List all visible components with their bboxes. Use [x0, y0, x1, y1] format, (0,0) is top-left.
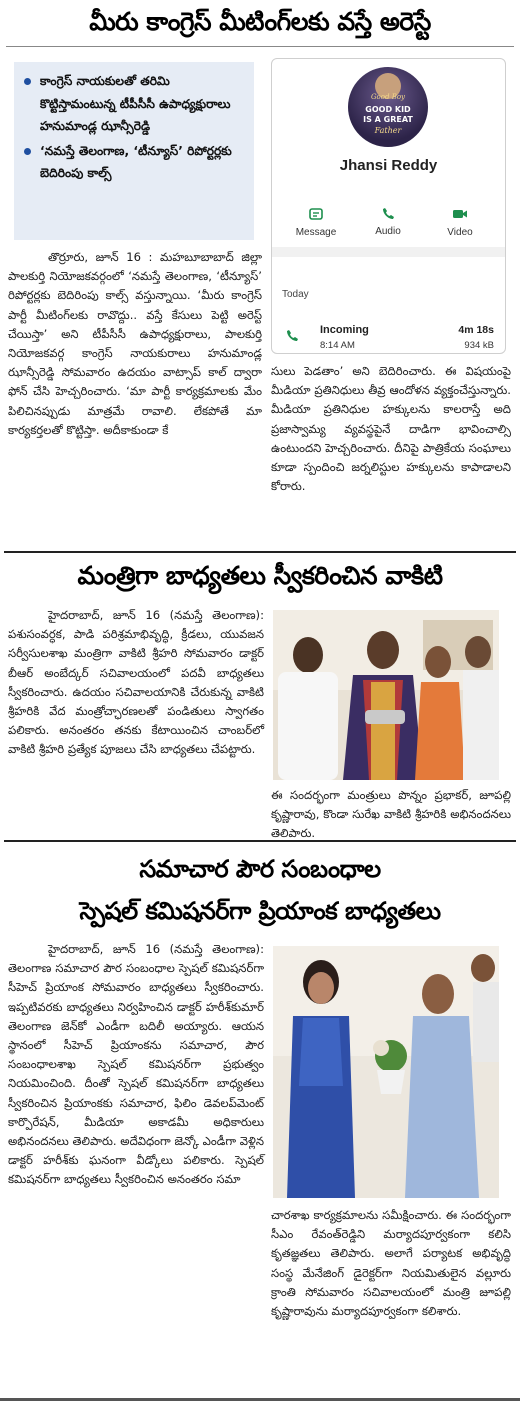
article1-body-left: తొర్రూరు, జూన్ 16 : మహబూబాబాద్ జిల్లా పాలకుర్తి నియోజకవర్గంలో ‘నమస్తే తెలంగాణ, ‘టీన్యూస్’ రిపోర్టర్లకు బెదిరింపు కాల్స్ వస్తున్నాయి. ‘మీరు కాంగ్రెస్ పార్టీ మీటింగ్‌లకు రావొద్దు.. వస్తే కేసులు పెట్టి అరెస్ట్ చేయిస్తా’ అని టీపీసీసీ ఉపాధ్యక్షురాలు, పాలకుర్తి నియోజకవర్గ కాంగ్రెస్ నాయకురాలు హనుమాండ్ల ఝాన్సీరెడ్డి సోమవారం ఉదయం వాట్సాప్ కాల్ ద్వారా ఫోన్ చేసి హెచ్చరించారు. ‘మా పార్టీ కార్యక్రమాలకు మేం పిలిచినప్పుడు మాత్రమే రావాలి. లేకపోతే మా కార్యకర్తలతో కొట్టిస్తా. అదీకాకుండా కే: [8, 250, 262, 437]
article3-caption: చారశాఖ కార్యక్రమాలను సమీక్షించారు. ఈ సందర్భంగా సీఎం రేవంత్‌రెడ్డిని మర్యాదపూర్వకంగా కలిసి కృతజ్ఞతలు తెలిపారు. అలాగే పర్యాటక అభివృద్ధి సంస్థ మేనేజింగ్ డైరెక్టర్‌గా నియమితులైన వల్లూరు క్రాంతి సోమవారం సచివాలయంలో మంత్రి జూపల్లి కృష్ణారావును మర్యాదపూర్వకంగా కలిశారు.: [271, 1208, 511, 1319]
message-icon: [309, 208, 323, 220]
article3-headline-line1: సమాచార పౌర సంబంధాల: [139, 855, 381, 883]
article2-body: హైదరాబాద్, జూన్ 16 (నమస్తే తెలంగాణ): పశుసంవర్ధక, పాడి పరిశ్రమాభివృద్ధి, క్రీడలు, యువజన సర్వీసులశాఖ మంత్రిగా వాకిటి శ్రీహరి సోమవారం డాక్టర్ బీఆర్ అంబేద్కర్ సచివాలయంలో పదవీ బాధ్యతలు స్వీకరించారు. ఉదయం సచివాలయానికి చేరుకున్న వాకిటి శ్రీహరికి వేద మంత్రోచ్ఛారణలతో పండితులు స్వాగతం పలికారు. అనంతరం తనకు కేటాయించిన చాంబర్‌లో వాకిటి శ్రీహరి ప్రత్యేక పూజలు చేసి బాధ్యతలు చేపట్టారు.: [8, 608, 264, 757]
page-bottom-border: [0, 1398, 520, 1401]
highlight-item: కాంగ్రెస్ నాయకులతో తరిమి కొట్టిస్తామంటున్న టీపీసీసీ ఉపాధ్యక్షురాలు హనుమాండ్ల ఝాన్సీరెడ్డి: [20, 70, 248, 138]
video-action[interactable]: Video: [430, 207, 490, 238]
bullet-icon: [24, 78, 31, 85]
phone-icon: [382, 207, 395, 220]
minister-photo-illustration: [273, 610, 499, 780]
call-duration: 4m 18s: [458, 324, 494, 336]
article1-headline: మీరు కాంగ్రెస్ మీటింగ్‌లకు వస్తే అరెస్టే: [89, 7, 431, 36]
incoming-call-icon: [286, 329, 299, 342]
actions-divider: [272, 247, 505, 257]
call-type: Incoming: [320, 324, 369, 336]
article1-body-right: సులు పెడతాం’ అని బెదిరించారు. ఈ విషయంపై మీడియా ప్రతినిధులు తీవ్ర ఆందోళన వ్యక్తంచేస్తున్నారు. మీడియా ప్రతినిధుల హక్కులను కాలరాస్తే అది ప్రజాస్వామ్య వ్యవస్థపైనే దాడిగా భావించాల్సి ఉంటుందని హెచ్చరించారు. దీనిపై పాత్రికేయ సంఘాలు కూడా స్పందించి జర్నలిస్టుల హక్కులను కాపాడాలని కోరారు.: [271, 364, 511, 494]
commissioner-photo-illustration: [273, 946, 499, 1198]
call-size: 934 kB: [464, 340, 494, 351]
contact-avatar: Good Boy GOOD KID IS A GREAT Father: [348, 67, 428, 147]
article-divider: [4, 840, 516, 842]
contact-name: Jhansi Reddy: [339, 157, 438, 174]
article2-headline: మంత్రిగా బాధ్యతలు స్వీకరించిన వాకిటి: [77, 561, 443, 590]
video-icon: [452, 208, 468, 220]
commissioner-photo: [273, 946, 499, 1198]
article2-caption: ఈ సందర్భంగా మంత్రులు పొన్నం ప్రభాకర్, జూపల్లి కృష్ణారావు, కొండా సురేఖ వాకిటి శ్రీహరికి అభినందనలు తెలిపారు.: [271, 788, 511, 841]
highlight-item: ‘నమస్తే తెలంగాణ, ‘టీన్యూస్’ రిపోర్టర్లకు బెదిరింపు కాల్స్: [20, 140, 248, 185]
message-action[interactable]: Message: [286, 207, 346, 238]
bullet-icon: [24, 148, 31, 155]
article-divider: [4, 551, 516, 553]
article3-body: హైదరాబాద్, జూన్ 16 (నమస్తే తెలంగాణ): తెలంగాణ సమాచార పౌర సంబంధాల స్పెషల్ కమిషనర్‌గా సీహెచ్ ప్రియాంక సోమవారం బాధ్యతలు స్వీకరించారు. ఇప్పటివరకు బాధ్యతలు నిర్వహించిన డాక్టర్ హరీశ్‌కుమార్ తెలంగాణ జెన్‌కో ఎండీగా బదిలీ అయ్యారు. ఆయన స్థానంలో సీహెచ్ ప్రియాంకను సమాచార, పౌర సంబంధాలశాఖ స్పెషల్ కమిషనర్‌గా ప్రభుత్వం నియమించింది. దీంతో స్పెషల్ కమిషనర్‌గా బాధ్యతలు స్వీకరించిన ప్రియాంకకు సమాచార, ఫిలిం డెవలప్‌మెంట్ కార్పొరేషన్, మీడియా అకాడమీ అధికారులు అభినందనలు తెలిపారు. అదేవిధంగా జెన్కో ఎండీగా వెళ్లిన డాక్టర్ హరీశ్‌కు ఘనంగా వీడ్కోలు పలికారు. స్పెషల్ కమిషనర్‌గా బాధ్యతలు స్వీకరించిన అనంతరం సమా: [8, 942, 264, 1187]
audio-action[interactable]: Audio: [358, 207, 418, 237]
article3-headline-line2: స్పెషల్ కమిషనర్‌గా ప్రియాంక బాధ్యతలు: [79, 897, 441, 925]
section-label: Today: [282, 289, 309, 300]
call-log-screenshot: [271, 58, 506, 354]
headline-rule: [6, 46, 514, 47]
minister-photo: [273, 610, 499, 780]
highlights-box: [14, 62, 254, 240]
call-time: 8:14 AM: [320, 340, 355, 351]
